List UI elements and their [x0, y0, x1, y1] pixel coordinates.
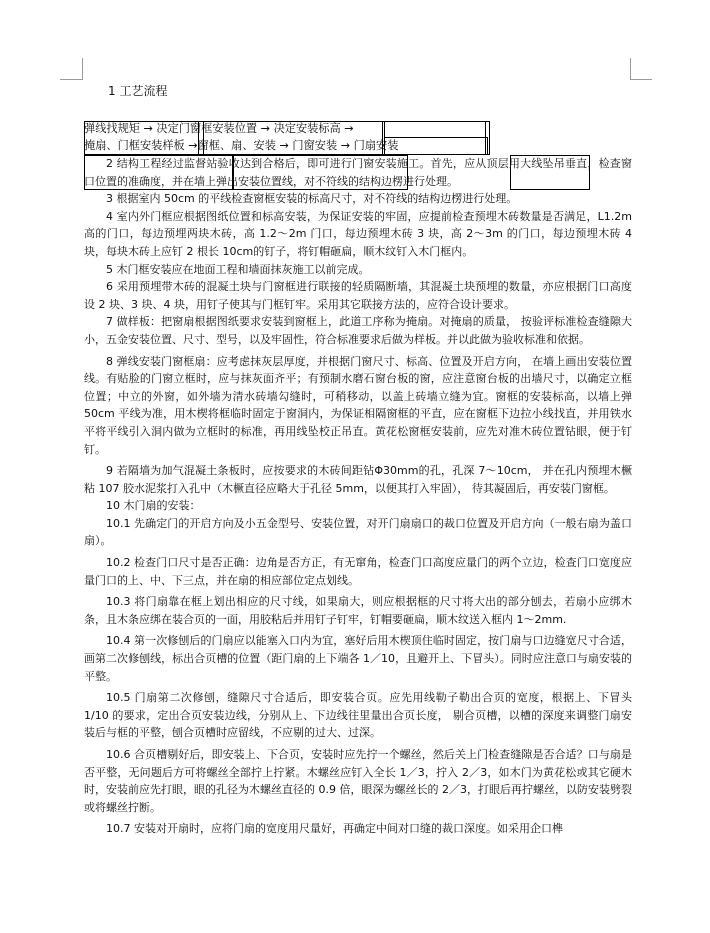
paragraph-10-7: 10.7 安装对开扇时，应将门扇的宽度用尺量好，再确定中间对口缝的裁口深度。如采用企口榫: [106, 822, 563, 836]
paragraph-8: 8 弹线安装门窗框扇：应考虑抹灰层厚度，并根据门窗尺寸、标高、位置及开启方向， 在墙上画出安装位置线。有贴脸的门窗立框时，应与抹灰面齐平；有预制水磨石窗台板的窗，应注意窗台板的出墙尺寸，以确定立框位置；中立的外窗，如外墙为清水砖墙勾缝时，可稍移动，以盖上砖墙立缝为宜。窗框的安装标高，以墙上弹 50cm 平线为准，用木楔将框临时固定于窗洞内，为保证相隔窗框的平直，应在窗框下边拉小线找直，并用铁水平将平线引入洞内做为立框时的标准，再用线坠校正吊直。黄花松窗框安装前，应先对准木砖位置钻眼，便于钉钉。: [84, 354, 632, 456]
paragraph-3: 3 根据室内 50cm 的平线检查窗框安装的标高尺寸，对不符线的结构边楞进行处理。: [106, 192, 518, 206]
paragraph-10-4: 10.4 第一次修刨后的门扇应以能塞入口内为宜，塞好后用木楔顶住临时固定，按门扇与口边缝宽尺寸合适，画第二次修刨线，标出合页槽的位置（距门扇的上下端各 1／10，且避开上、下冒头）。同时应注意口与扇安装的平整。: [84, 634, 632, 683]
paragraph-7: 7 做样板：把窗扇根据图纸要求安装到窗框上，此道工序称为掩扇。对掩扇的质量， 按验评标准检查缝隙大小，五金安装位置、尺寸、型号，以及牢固性，符合标准要求后做为样板。并以此做为验收标准和依据。: [84, 315, 632, 346]
crop-mark-top-right-v: [630, 58, 631, 80]
flow-box-1: [84, 121, 204, 155]
paragraph-9: 9 若隔墙为加气混凝土条板时，应按要求的木砖间距钻Φ30mm的孔，孔深 7～10cm， 并在孔内预埋木橛粘 107 胶水泥浆打入孔中（木橛直径应略大于孔径 5mm，以便其打入牢固）， 待其凝固后，再安装门窗框。: [84, 464, 632, 495]
paragraph-10-2: 10.2 检查门口尺寸是否正确：边角是否方正，有无窜角，检查门口高度应量门的两个立边，检查门口宽度应量门口的上、中、下三点，并在扇的相应部位定点划线。: [84, 556, 632, 587]
flow-box-4: [384, 121, 486, 138]
paragraph-6: 6 采用预埋带木砖的混凝土块与门窗框进行联接的轻质隔断墙，其混凝土块预埋的数量，亦应根据门口高度设 2 块、3 块、4 块，用钉子使其与门框钉牢。采用其它联接方法的，应符合设计要求。: [84, 280, 632, 311]
crop-mark-top-right-h: [630, 79, 652, 80]
paragraph-4: 4 室内外门框应根据图纸位置和标高安装，为保证安装的牢固，应提前检查预埋木砖数量是否满足，L1.2m高的门口，每边预埋两块木砖，高 1.2～2m 门口，每边预埋木砖 3 块，高 2～3m 的门口，每边预埋木砖 4 块，每块木砖上应钉 2 根长 10cm的钉子，将钉帽砸扁，顺木纹钉入木门框内。: [84, 209, 632, 258]
flow-line-1: 弹线找规矩 → 决定门窗框安装位置 → 决定安装标高 →: [84, 122, 354, 135]
paragraph-10-6: 10.6 合页槽剔好后，即安装上、下合页，安装时应先拧一个螺丝，然后关上门检查缝隙是否合适？口与扇是否平整，无问题后方可将螺丝全部拧上拧紧。木螺丝应钉入全长 1／3，拧入 2／3，如木门为黄花松或其它硬木时，安装前应先打眼，眼的孔径为木螺丝直径的 0.9 倍，眼深为螺丝长的 2／3，打眼后再拧螺丝，以防安装劈裂或将螺丝拧断。: [84, 748, 632, 814]
crop-mark-top-left-h: [60, 79, 82, 80]
document-body: [84, 155, 632, 842]
paragraph-5: 5 木门框安装应在地面工程和墙面抹灰施工以前完成。: [106, 262, 370, 276]
flow-box-5: [384, 137, 488, 155]
paragraph-10: 10 木门扇的安装：: [106, 499, 201, 513]
paragraph-10-3: 10.3 将门扇靠在框上划出相应的尺寸线，如果扇大，则应根据框的尺寸将大出的部分刨去，若扇小应绑木条，且木条应绑在装合页的一面，用胶粘后并用钉子钉牢，钉帽要砸扁，顺木纹送入框内 1～2mm.: [84, 595, 632, 626]
section-heading: 1 工艺流程: [108, 84, 168, 98]
paragraph-10-5: 10.5 门扇第二次修刨，缝隙尺寸合适后，即安装合页。应先用线勒子勒出合页的宽度，根据上、下冒头 1/10 的要求，定出合页安装边线，分别从上、下边线往里量出合页长度， 剔合页槽，以槽的深度来调整门扇安装后与框的平整，刨合页槽时应留线，不应剔的过大、过深。: [84, 691, 632, 740]
crop-mark-top-left-v: [82, 58, 83, 80]
flow-line-2: 掩扇、门框安装样板 →窗框、扇、安装 → 门窗安装 → 门扇安装: [84, 139, 399, 152]
paragraph-10-1: 10.1 先确定门的开启方向及小五金型号、安装位置，对开门扇扇口的裁口位置及开启方向（一般右扇为盖口扇）。: [84, 516, 632, 548]
paragraph-2: 2 结构工程经过监督站验收达到合格后，即可进行门窗安装施工。首先，应从顶层用大线坠吊垂直，检查窗口位置的准确度，并在墙上弹出安装位置线，对不符线的结构边楞进行处理。: [84, 157, 632, 188]
